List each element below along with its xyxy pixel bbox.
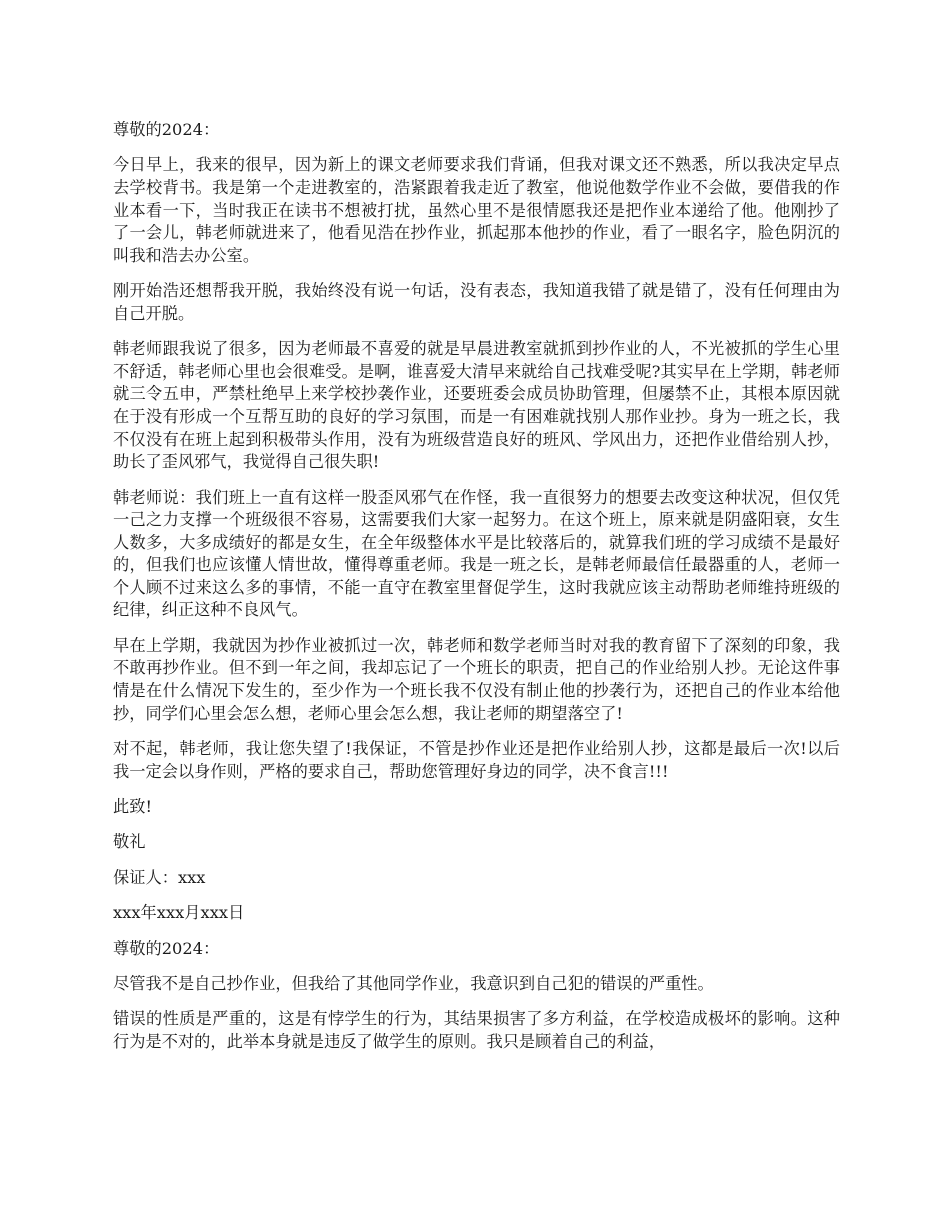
paragraph-no-excuse: 刚开始浩还想帮我开脱，我始终没有说一句话，没有表态，我知道我错了就是错了，没有任何理由为自己开脱。 bbox=[113, 281, 840, 323]
document-body bbox=[113, 119, 840, 1066]
closing-salute: 敬礼 bbox=[113, 832, 146, 852]
paragraph-teacher-said: 韩老师说：我们班上一直有这样一股歪风邪气在作怪，我一直很努力的想要去改变这种状况，但仅凭一己之力支撑一个班级很不容易，这需要我们大家一起努力。在这个班上，原来就是阴盛阳衰，女生人数多，大多成绩好的都是女生，在全年级整体水平是比较落后的，就算我们班的学习成绩不是最好的，但我们也应该懂人情世故，懂得尊重老师。我是一班之长，是韩老师最信任最器重的人，老师一个人顾不过来这么多的事情，不能一直守在教室里督促学生，这时我就应该主动帮助老师维持班级的纪律，纠正这种不良风气。 bbox=[113, 487, 840, 620]
signature-date: xxx年xxx月xxx日 bbox=[113, 903, 245, 923]
salutation-second-letter: 尊敬的2024： bbox=[113, 938, 220, 958]
signature-guarantor: 保证人：xxx bbox=[113, 867, 206, 887]
paragraph-teacher-talk: 韩老师跟我说了很多，因为老师最不喜爱的就是早晨进教室就抓到抄作业的人，不光被抓的学生心里不舒适，韩老师心里也会很难受。是啊，谁喜爱大清早来就给自己找难受呢?其实早在上学期，韩老师就三令五申，严禁杜绝早上来学校抄袭作业，还要班委会成员协助管理，但屡禁不止，其根本原因就在于没有形成一个互帮互助的良好的学习氛围，而是一有困难就找别人那作业抄。身为一班之长，我不仅没有在班上起到积极带头作用，没有为班级营造良好的班风、学风出力，还把作业借给别人抄，助长了歪风邪气，我觉得自己很失职! bbox=[113, 339, 840, 472]
paragraph-morning-incident: 今日早上，我来的很早，因为新上的课文老师要求我们背诵，但我对课文还不熟悉，所以我决定早点去学校背书。我是第一个走进教室的，浩紧跟着我走近了教室，他说他数学作业不会做，要借我的作业本看一下，当时我正在读书不想被打扰，虽然心里不是很情愿我还是把作业本递给了他。他刚抄了了一会儿，韩老师就进来了，他看见浩在抄作业，抓起那本他抄的作业，看了一眼名字，脸色阴沉的叫我和浩去办公室。 bbox=[113, 155, 840, 265]
salutation: 尊敬的2024： bbox=[113, 120, 220, 139]
paragraph-gave-homework: 尽管我不是自己抄作业，但我给了其他同学作业，我意识到自己犯的错误的严重性。 bbox=[113, 973, 714, 993]
closing-regards: 此致! bbox=[113, 797, 153, 817]
paragraph-nature-of-error: 错误的性质是严重的，这是有悖学生的行为，其结果损害了多方利益，在学校造成极坏的影响。这种行为是不对的，此举本身就是违反了做学生的原则。我只是顾着自己的利益， bbox=[113, 1009, 840, 1051]
paragraph-apology-promise: 对不起，韩老师，我让您失望了!我保证，不管是抄作业还是把作业给别人抄，这都是最后一次!以后我一定会以身作则，严格的要求自己，帮助您管理好身边的同学，决不食言!!! bbox=[113, 739, 840, 781]
paragraph-last-semester: 早在上学期，我就因为抄作业被抓过一次，韩老师和数学老师当时对我的教育留下了深刻的印象，我不敢再抄作业。但不到一年之间，我却忘记了一个班长的职责，把自己的作业给别人抄。无论这件事情是在什么情况下发生的，至少作为一个班长我不仅没有制止他的抄袭行为，还把自己的作业本给他抄，同学们心里会怎么想，老师心里会怎么想，我让老师的期望落空了! bbox=[113, 635, 840, 723]
